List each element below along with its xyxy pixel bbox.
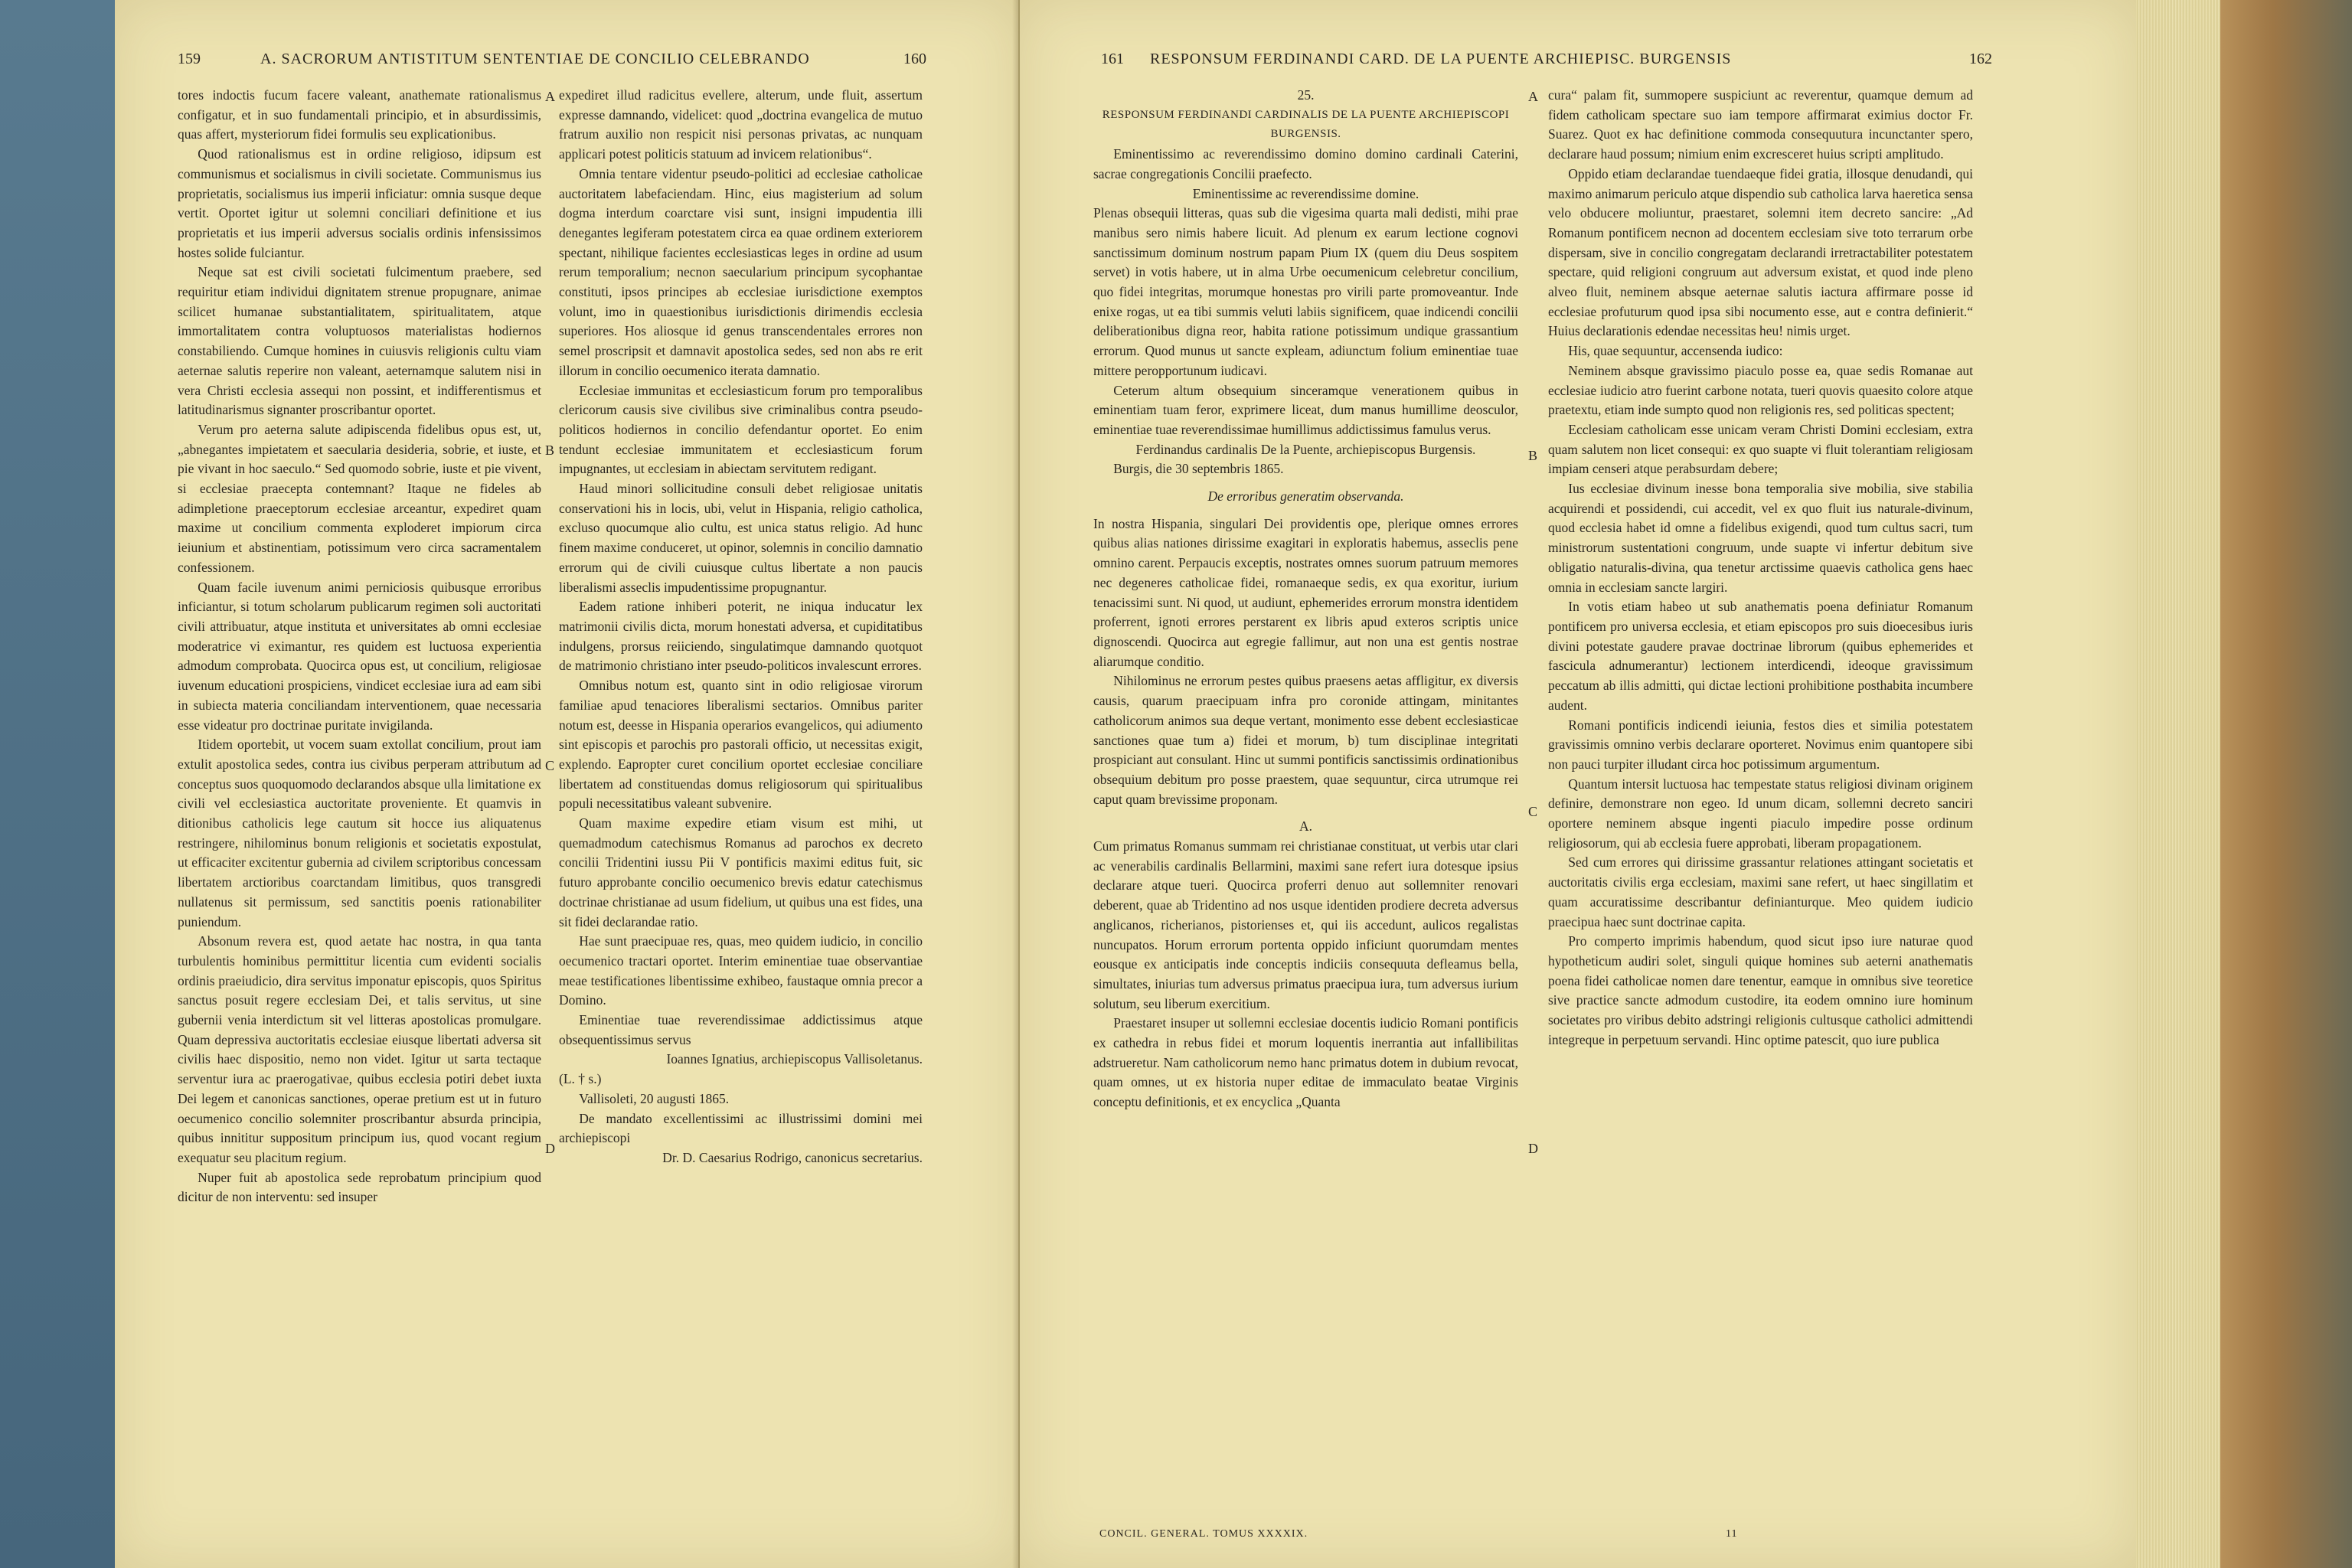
left-col2-paragraph: Ecclesiae immunitas et ecclesiasticum forum pro temporalibus clericorum causis sive civilibus sive criminalibus contra pseudo-politicos hodiernos in concilio defendantur oportet. Eo enim tendunt ecclesiae immunitatem et ecclesiasticum forum impugnantes, ut ecclesiam in abiectam servitutem redigant. xyxy=(559,382,923,477)
right-column-2 xyxy=(1548,86,1973,1506)
left-col1-paragraph: Quod rationalismus est in ordine religioso, idipsum est communismus et socialismus in civili societate. Communismus ius proprietatis, socialismus ius imperii inficiatur: omnia susque deque vertit. Oportet igitur ut solemni conciliari definitione et ius proprietatis et ius imperii adversus socialis ordinis infensissimos hostes solide fulciantur. xyxy=(178,146,541,260)
left-column-2 xyxy=(559,86,923,1517)
mandate-text: De mandato excellentissimi ac illustrissimi domini mei archiepiscopi xyxy=(559,1110,923,1146)
left-col1-paragraph: tores indoctis fucum facere valeant, anathemate rationalismus configatur, et in suo fundamentali principio, et in absurdissimis, quas affert, mysteriorum fidei formulis seu explicationibus. xyxy=(178,87,541,142)
page-number-right: 160 xyxy=(903,51,926,67)
footer-signature-line: CONCIL. GENERAL. TOMUS XXXXIX. xyxy=(1099,1528,1308,1540)
left-col1-paragraph: Absonum revera est, quod aetate hac nostra, in qua tanta turbulentis hominibus permittitur licentia cum evidenti socialis ordinis praeiudicio, dira servitus imponatur episcopis, quos Spiritus sanctus posuit regere ecclesiam Dei, et talis servitus, ut sine gubernii venia interdictum sit vel litteras apostolicas promulgare. Quam depressiva auctoritatis ecclesiae eiusque libertati adversa sit civilis haec dispositio, nemo non videt. Igitur ut sarta tectaque serventur iura ac praerogativae, quibus ecclesia potiri debet iuxta Dei legem et canonicas sanctiones, operae pretium est ut in futuro oecumenico concilio solemniter proscribantur absurda principia, quibus innititur suppositum principum ius, quod vocant regium exequatur seu placitum regium. xyxy=(178,933,541,1165)
right-col2-paragraph: Pro comperto imprimis habendum, quod sicut ipso iure naturae quod hypotheticum audiri solet, singuli quique homines sub aeterni anathematis poena fidei catholicae nomen dare tenentur, eamque in omnibus sive teoretice sive practice sancte admodum custodire, ita eodem omnino iure hominum societates pro viribus debito adstringi religionis cultusque catholici admittendi integreque in perpetuum servandi. Hinc optime patescit, quo iure publica xyxy=(1548,933,1973,1047)
margin-letter-d: D xyxy=(1528,1141,1538,1156)
signature-place-date: Vallisoleti, 20 augusti 1865. xyxy=(579,1090,730,1106)
document-title: RESPONSUM FERDINANDI CARDINALIS DE LA PUENTE ARCHIEPISCOPI BURGENSIS. xyxy=(1102,108,1510,141)
margin-letter-d: D xyxy=(545,1141,555,1156)
mandate-signature: Dr. D. Caesarius Rodrigo, canonicus secretarius. xyxy=(662,1149,923,1165)
right-col2-paragraph: Oppido etiam declarandae tuendaeque fidei gratia, illosque denudandi, qui maximo animarum periculo atque dispendio sub catholica larva haeretica sensa velo obducere moliuntur, praestaret, solemni item decreto sancire: „Ad Romanum pontificem necnon ad docentem ecclesiam sive toto terrarum orbe dispersam, sive in concilio congregatam declarandi irretractabiliter potestatem spectare, quid religioni congruum aut adversum existat, et quod inde pleno alveo fluit, neminem absque aeternae salutis iactura affirmare posse id ecclesiae profuturum quod ipsa sibi nocumento esse, aut e contra definierit.“ Huius declarationis edendae necessitas heu! nimis urget. xyxy=(1548,165,1973,339)
left-col2-paragraph: Omnia tentare videntur pseudo-politici ad ecclesiae catholicae auctoritatem labefaciendam. Hinc, eius magisterium ad solum dogma interdum coarctare visi sunt, insigni impudentia illi denegantes legiferam potestatem circa ea quae ordinem exteriorem spectant, nihilique facientes ecclesiasticas leges in ordine ad usum rerum temporalium; necnon saecularium principum sycophantae constituti, ipsos principes ab ecclesiae iurisdictione exemptos volunt, imo in quaestionibus iurisdictionis dirimendis ecclesia superiores. Hos aliosque id genus transcendentales errores non semel proscripsit et damnavit apostolica sedes, sed non abs re erit illorum in concilio oecumenico iterata damnatio. xyxy=(559,165,923,378)
page-number-right: 162 xyxy=(1969,51,1992,67)
left-col2-paragraph: Hae sunt praecipuae res, quas, meo quidem iudicio, in concilio oecumenico tractari oportet. Interim eminentiae tuae observantiae meae testificationes libentissime exhibeo, faustaque omnia precor a Domino. xyxy=(559,933,923,1008)
section-a-heading: A. xyxy=(1298,818,1312,835)
right-col1b-paragraph: Nihilominus ne errorum pestes quibus praesens aetas affligitur, ex diversis causis, quarum praecipuam infra pro coronide attingam, minitantes catholicorum animos sua deque vertant, monimento esse debent ecclesiasticae sanctiones quae tum a) fidei et morum, b) tum disciplinae integritati prospiciant aut consulant. Hinc ut summi pontificis sanctissimis ordinationibus obsequium debitum pro posse praestem, quae sequuntur, circa utrumque rei caput quam brevissime proponam. xyxy=(1093,673,1518,807)
margin-letter-b: B xyxy=(545,443,555,458)
left-column-1 xyxy=(178,86,541,1517)
address-line: Eminentissimo ac reverendissimo domino domino cardinali Caterini, sacrae congregationis Concilii praefecto. xyxy=(1093,146,1518,181)
left-col2-paragraph: Eadem ratione inhiberi poterit, ne iniqua inducatur lex matrimonii civilis dicta, morum honestati adversa, et cupiditatibus indulgens, prorsus reiiciendo, singulatimque damnando quotquot de matrimonio christiano inter pseudo-politicos invalescunt errores. xyxy=(559,599,923,674)
left-col1-paragraph: Itidem oportebit, ut vocem suam extollat concilium, prout iam extulit apostolica sedes, contra ius civibus perperam attributum ad conceptus suos quoquomodo declarandos absque ulla limitatione ex civili vel ecclesiastica auctoritate proveniente. Et quamvis in ditionibus catholicis lege cautum sit hocce ius aliquatenus restringere, nihilominus bonum religionis et societatis expostulat, ut efficaciter excitentur gubernia ad civilem scriptoribus concessam libertatem arctioribus coarctandam limitibus, quos transgredi nullatenus sit permissum, sed sanctitis poenis rationabiliter puniendum. xyxy=(178,737,541,929)
salutation: Eminentissime ac reverendissime domine. xyxy=(1192,185,1419,201)
margin-letter-c: C xyxy=(1528,804,1538,819)
left-col2-paragraph: Quam maxime expedire etiam visum est mihi, ut quemadmodum catechismus Romanus ad parochos ex decreto concilii Tridentini iussu Pii V pontificis maximi editus fuit, sic futuro approbante concilio oecumenico brevis edatur catechismus doctrinae christianae ad usum fidelium, ut quibus una est fides, una sit fidei declarandae ratio. xyxy=(559,815,923,929)
running-head: A. SACRORUM ANTISTITUM SENTENTIAE DE CONCILIO CELEBRANDO xyxy=(260,51,810,67)
seal-mark: (L. † s.) xyxy=(559,1071,602,1087)
right-col2-paragraph: Ius ecclesiae divinum inesse bona temporalia sive mobilia, sive stabilia acquirendi et possidendi, cui accedit, vel ex quo fluit ius naturale-divinum, quod ecclesia habet id omne a fidelibus exigendi, quod tum cultus sacri, tum ministrorum sustentationi congruum, unde suapte vi infertur debitum sive obligatio naturalis-divina, qua tenetur arctissime quaevis catholica gens haec omnia in ecclesiam sancte largiri. xyxy=(1548,481,1973,595)
right-col1a-paragraph: Ceterum altum obsequium sinceramque venerationem quibus in eminentiam tuam feror, exprimere liceat, dum manus humillime deosculor, eminentiae tuae reverendissimae humillimus addictissimus famulus verus. xyxy=(1093,382,1518,437)
section-title: De erroribus generatim observanda. xyxy=(1207,488,1404,505)
margin-letter-a: A xyxy=(545,89,555,104)
right-col1a-paragraph: Plenas obsequii litteras, quas sub die vigesima quarta mali dedisti, mihi prae manibus sero nimis habere licuit. Ad plenum ex earum lectione cognovi sanctissimum dominum nostrum papam Pium IX (quem diu Deus sospitem servet) in votis habere, ut in alma Urbe oecumenicum celebretur concilium, quo fidei integritas, morumque honestas pro virili parte promoveantur. Inde enixe rogas, ut ea tibi summis veluti labiis significem, quae indicendi concilii deliberationibus digna reor, habita ratione potissimum undique grassantium errorum. Quod munus ut sancte expleam, adiunctum folium eminentiae tuae mittere peropportunum iudicavi. xyxy=(1093,205,1518,378)
left-col1-paragraph: Quam facile iuvenum animi perniciosis quibusque erroribus inficiantur, si totum scholarum publicarum regimen soli auctoritati civili attribuatur, atque instituta et universitates ab omni ecclesiae moderatrice vi eximantur, res quidem est luctuosa experientia admodum comprobata. Quocirca opus est, ut concilium, religiosae iuvenum educationi prospiciens, vindicet ecclesiae iura ad eam sibi in subiecta materia conciliandam interventionem, quae necessaria esse videatur pro doctrinae puritate invigilanda. xyxy=(178,579,541,733)
right-col2-paragraph: Quantum intersit luctuosa hac tempestate status religiosi divinam originem definire, demonstrare non egeo. Id unum dicam, sollemni decreto sanciri oportere neminem absque ingenti piaculo impedire posse ordinum religiosorum, qui ab ecclesia fuere approbati, liberam propagationem. xyxy=(1548,776,1973,851)
running-head: RESPONSUM FERDINANDI CARD. DE LA PUENTE ARCHIEPISC. BURGENSIS xyxy=(1150,51,1732,67)
document-number: 25. xyxy=(1297,87,1315,103)
left-column-2-text xyxy=(559,86,923,1050)
right-col1c-paragraph: Cum primatus Romanus summam rei christianae constituat, ut verbis utar clari ac venerabilis cardinalis Bellarmini, maximi sane refert iura dotesque ipsius declarare atque tueri. Quocirca proferri denuo aut sollemniter renovari deberent, quae ab Tridentino ad nos usque identiden prodiere decreta adversus anglicanos, richerianos, pistorienses et, qui iis accedunt, aulicos regalistas nuncupatos. Horum errorum portenta oppido inficiunt quorumdam mentes eousque ex anticipatis inde conceptis indiciis consequuta defleamus bella, simultates, iniurias tum adversus primatus praecipua iura, tum adversus iurium solutum, seu liberum exercitium. xyxy=(1093,838,1518,1011)
right-page xyxy=(1018,0,2138,1568)
left-col1-paragraph: Neque sat est civili societati fulcimentum praebere, sed requiritur etiam individui dignitatem strenue propugnare, animae scilicet humanae substantialitatem, spiritualitatem, atque immortalitatem contra voluptuosos materialistas hodiernos constabiliendo. Cumque homines in cuiusvis religionis cultu viam aeternae salutis reperire non valeant, aeternamque salutem nisi in vera Christi ecclesia assequi non possint, et indifferentismus et latitudinarismus signanter proscribantur oportet. xyxy=(178,264,541,418)
margin-letter-a: A xyxy=(1528,89,1538,104)
left-col2-paragraph: Haud minori sollicitudine consuli debet religiosae unitatis conservationi his in locis, ubi, velut in Hispania, religio catholica, excluso quocumque alio cultu, est unica status religio. Ad hunc finem maxime conduceret, ut opinor, solemnis in concilio damnatio errorum qui de civili cuiusque cultus libertate a non paucis liberalismi asseclis impudentissime propugnantur. xyxy=(559,481,923,595)
right-col2-paragraph: Ecclesiam catholicam esse unicam veram Christi Domini ecclesiam, extra quam salutem non licet consequi: ex quo suapte vi fluit tolerantiam religiosam impiam censeri atque perabsurdam debere; xyxy=(1548,421,1973,477)
page-edges xyxy=(2136,0,2220,1568)
signer: Ferdinandus cardinalis De la Puente, archiepiscopus Burgensis. xyxy=(1135,441,1476,457)
footer-gathering-mark: 11 xyxy=(1726,1528,1738,1540)
left-col1-paragraph: Nuper fuit ab apostolica sede reprobatum principium quod dicitur de non interventu: sed insuper xyxy=(178,1169,541,1205)
right-col2-paragraph: cura“ palam fit, summopere suspiciunt ac reverentur, quamque demum ad fidem catholicam spectare suo iam tempore affirmarat eximius doctor Fr. Suarez. Quot ex hac definitione commoda consequutura incunctanter spero, declarare haud possum; nimium enim excresceret huius scripti amplitudo. xyxy=(1548,87,1973,162)
right-column-1 xyxy=(1093,86,1518,1506)
left-page xyxy=(115,0,1018,1568)
right-col2-paragraph: Romani pontificis indicendi ieiunia, festos dies et similia potestatem gravissimis omnino verbis declarare oporteret. Novimus enim quantopere sibi non pauci turpiter illudant circa hoc potissimum argumentum. xyxy=(1548,717,1973,772)
section-body xyxy=(1093,514,1518,810)
left-col2-paragraph: Omnibus notum est, quanto sint in odio religiosae virorum familiae apud tenaciores liberalismi sectarios. Omnibus pariter notum est, deesse in Hispania operarios evangelicos, qui adiumento sint episcopis et parochis pro pastorali officio, ut necessitas exigit, explendo. Eapropter curet concilium oportet ecclesiae conciliare libertatem ad constituendas domus religiosorum qui spiritualibus populi necessitatibus valeant subvenire. xyxy=(559,678,923,812)
right-col1b-paragraph: In nostra Hispania, singulari Dei providentis ope, plerique omnes errores quibus alias nationes dirissime exagitari in exploratis habemus, asseclis pene omnino carent. Perpaucis exceptis, nostrates omnes suorum patruum memores nec degeneres catholicae fidei, romanaeque sedis, ex qua exoritur, iurium tenacissimi sunt. Ni quod, ut audiunt, ephemerides errorum monstra identidem proferrent, ignoti errores perstarent ex libris apud exteros scriptis unice dignoscendi. Quocirca aut egregie fallimur, aut non una est gentis nostrae aliarumque conditio. xyxy=(1093,515,1518,669)
page-number: 161 xyxy=(1101,51,1124,67)
left-col2-paragraph: expediret illud radicitus evellere, alterum, unde fluit, assertum expresse damnando, videlicet: quod „doctrina evangelica de mutuo fratrum auxilio non respicit nisi personas privatas, ac nunquam applicari potest politicis statuum ad invicem relationibus“. xyxy=(559,87,923,162)
right-col2-paragraph: Neminem absque gravissimo piaculo posse ea, quae sedis Romanae aut ecclesiae iudicio atro fuerint carbone notata, tueri quovis quaesito colore atque praetextu, etiam inde sumpto quod non religionis res, sed politicas spectent; xyxy=(1548,362,1973,418)
margin-letter-b: B xyxy=(1528,448,1538,463)
right-col1c-paragraph: Praestaret insuper ut sollemni ecclesiae docentis iudicio Romani pontificis ex cathedra in rebus fidei et morum loquentis inerrantia aut infallibilitas adstrueretur. Nam catholicorum nemo hanc primatus dotem in dubium revocat, quam omnes, ut ex historia nuper editae de immaculato beatae Virginis conceptu definitionis, et ex encyclica „Quanta xyxy=(1093,1015,1518,1110)
letter-body xyxy=(1093,204,1518,439)
right-col2-paragraph: His, quae sequuntur, accensenda iudico: xyxy=(1568,343,1783,359)
left-col2-paragraph: Eminentiae tuae reverendissimae addictissimus atque obsequentissimus servus xyxy=(559,1012,923,1047)
book-cover xyxy=(2220,0,2352,1568)
page-number: 159 xyxy=(178,51,201,67)
letter-date: Burgis, die 30 septembris 1865. xyxy=(1113,461,1284,477)
right-col2-paragraph: In votis etiam habeo ut sub anathematis poena definiatur Romanum pontificem pro universa ecclesia, et etiam episcopos pro suis dioecesibus iuris divini potestate gaudere pravae doctrinae librorum (quibus ephemerides et fascicula adnumerantur) lectionem interdicendi, ideoque gravissimum peccatum ab illis admitti, qui dictae lectioni prohibitione posthabita incumbere audent. xyxy=(1548,599,1973,713)
signature-name: Ioannes Ignatius, archiepiscopus Vallisoletanus. xyxy=(666,1051,923,1067)
margin-letter-c: C xyxy=(545,758,555,773)
section-a-body xyxy=(1093,837,1518,1112)
left-col1-paragraph: Verum pro aeterna salute adipiscenda fidelibus opus est, ut, „abnegantes impietatem et saecularia desideria, sobrie, et iuste, et pie vivant in hoc saeculo.“ Sed quomodo sobrie, iuste et pie vivent, si ecclesiae praecepta contemnant? Itaque ne fideles ab adimpletione praeceptorum ecclesiae arceantur, expediret quam maxime ut concilium commenta exploderet impiorum circa ieiunium et abstinentiam, potissimum vero circa sacramentalem confessionem. xyxy=(178,421,541,575)
right-col2-paragraph: Sed cum errores qui dirissime grassantur relationes attingant societatis et auctoritatis civilis erga ecclesiam, maximi sane refert, ut haec singillatim et quam accuratissime describantur definianturque. Meo quidem iudicio praecipua haec sunt doctrinae capita. xyxy=(1548,854,1973,929)
